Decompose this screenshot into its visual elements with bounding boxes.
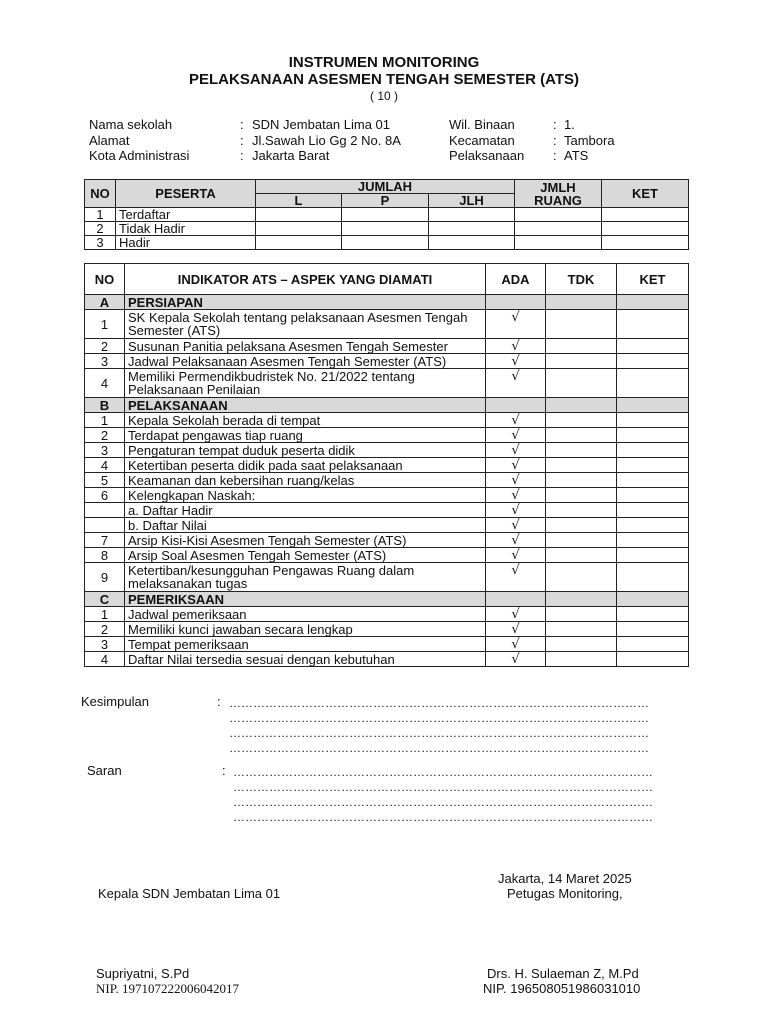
cell-tdk: [546, 607, 617, 622]
peserta-table: [84, 179, 689, 250]
table-row: [85, 458, 689, 473]
table-row: [85, 222, 689, 236]
kesimpulan-line: ……………………………………………………………………………………………: [229, 696, 649, 710]
document-title: INSTRUMEN MONITORING: [288, 54, 480, 71]
right-signer-nip: NIP. 196508051986031010: [483, 981, 641, 996]
checkmark-icon: √: [511, 622, 520, 637]
indikator-text: SK Kepala Sekolah tentang pelaksanaan Asesmen Tengah Semester (ATS): [125, 310, 486, 339]
info-label-pelaksanaan: Pelaksanaan: [449, 148, 525, 163]
checkmark-icon: √: [511, 503, 520, 518]
cell-empty: [256, 222, 342, 236]
cell-ada: [486, 592, 546, 607]
indikator-text: Kelengkapan Naskah:: [125, 488, 486, 503]
cell-ada: [486, 354, 546, 369]
table-row: [85, 354, 689, 369]
document-number: ( 10 ): [369, 89, 398, 103]
header-jumlah: JUMLAH: [256, 180, 515, 194]
checkmark-icon: √: [511, 354, 520, 369]
row-no: 7: [85, 533, 125, 548]
cell-tdk: [546, 295, 617, 310]
cell-ada: [486, 652, 546, 667]
cell-tdk: [546, 518, 617, 533]
table-row: [85, 503, 689, 518]
info-label-wil-binaan: Wil. Binaan: [449, 117, 515, 132]
row-no: 4: [85, 652, 125, 667]
table-row: [85, 443, 689, 458]
row-no: C: [85, 592, 125, 607]
checkmark-icon: √: [511, 310, 520, 325]
saran-line: ……………………………………………………………………………………………: [233, 765, 653, 779]
checkmark-icon: √: [511, 413, 520, 428]
checkmark-icon: √: [511, 563, 520, 578]
cell-ada: [486, 637, 546, 652]
indikator-text: a. Daftar Hadir: [125, 503, 486, 518]
cell-tdk: [546, 503, 617, 518]
checkmark-icon: √: [511, 488, 520, 503]
table-row: [85, 637, 689, 652]
info-value-kota: Jakarta Barat: [252, 148, 330, 163]
table-row: [85, 518, 689, 533]
header-l: L: [256, 194, 342, 208]
cell-ada: [486, 607, 546, 622]
cell-ket: [617, 652, 689, 667]
indikator-text: Jadwal Pelaksanaan Asesmen Tengah Semester (ATS): [125, 354, 486, 369]
table-row: [85, 428, 689, 443]
table-row: [85, 607, 689, 622]
left-signer-nip: NIP. 197107222006042017: [96, 981, 240, 996]
header-jlh: JLH: [429, 194, 515, 208]
checkmark-icon: √: [511, 339, 520, 354]
table-row: [85, 533, 689, 548]
cell-ket: [617, 398, 689, 413]
cell-ket: [617, 503, 689, 518]
cell-tdk: [546, 310, 617, 339]
table-row: [85, 548, 689, 563]
indikator-text: Arsip Soal Asesmen Tengah Semester (ATS): [125, 548, 486, 563]
row-no: 2: [85, 622, 125, 637]
indikator-text: Tempat pemeriksaan: [125, 637, 486, 652]
section-row: [85, 592, 689, 607]
saran-colon: :: [222, 763, 226, 778]
checkmark-icon: √: [511, 369, 520, 384]
kesimpulan-line: ……………………………………………………………………………………………: [229, 711, 649, 725]
row-no: 4: [85, 458, 125, 473]
place-date: Jakarta, 14 Maret 2025: [498, 871, 632, 886]
row-no: [85, 518, 125, 533]
cell-ket: [617, 339, 689, 354]
cell-ket: [617, 533, 689, 548]
row-no: [85, 503, 125, 518]
cell-tdk: [546, 622, 617, 637]
indikator-text: Kepala Sekolah berada di tempat: [125, 413, 486, 428]
cell-ada: [486, 413, 546, 428]
row-no: 2: [85, 222, 116, 236]
info-colon: :: [553, 148, 557, 163]
cell-ada: [486, 428, 546, 443]
cell-ada: [486, 473, 546, 488]
kesimpulan-line: ……………………………………………………………………………………………: [229, 741, 649, 755]
cell-ada: [486, 548, 546, 563]
row-no: 3: [85, 354, 125, 369]
saran-label: Saran: [87, 763, 122, 778]
row-no: 4: [85, 369, 125, 398]
header-jmlh-ruang: JMLH RUANG: [515, 180, 602, 208]
table-row: [85, 310, 689, 339]
saran-line: ……………………………………………………………………………………………: [233, 810, 653, 824]
info-colon: :: [553, 117, 557, 132]
cell-ket: [617, 563, 689, 592]
row-no: 3: [85, 443, 125, 458]
cell-ket: [617, 637, 689, 652]
indikator-text: Keamanan dan kebersihan ruang/kelas: [125, 473, 486, 488]
cell-tdk: [546, 443, 617, 458]
cell-tdk: [546, 428, 617, 443]
info-colon: :: [553, 133, 557, 148]
cell-tdk: [546, 592, 617, 607]
info-label-nama-sekolah: Nama sekolah: [89, 117, 173, 132]
indikator-text: Arsip Kisi-Kisi Asesmen Tengah Semester (ATS): [125, 533, 486, 548]
info-colon: :: [240, 117, 244, 132]
indikator-text: b. Daftar Nilai: [125, 518, 486, 533]
row-label: Hadir: [116, 236, 256, 250]
cell-empty: [602, 222, 689, 236]
row-no: 2: [85, 339, 125, 354]
checkmark-icon: √: [511, 518, 520, 533]
indikator-text: Memiliki Permendikbudristek No. 21/2022 tentang Pelaksanaan Penilaian: [125, 369, 486, 398]
checkmark-icon: √: [511, 637, 520, 652]
row-no: 5: [85, 473, 125, 488]
checkmark-icon: √: [511, 428, 520, 443]
row-no: B: [85, 398, 125, 413]
info-value-pelaksanaan: ATS: [564, 148, 589, 163]
cell-tdk: [546, 339, 617, 354]
header-no: NO: [85, 264, 125, 295]
cell-ket: [617, 310, 689, 339]
document-subtitle: PELAKSANAAN ASESMEN TENGAH SEMESTER (ATS): [188, 71, 580, 88]
cell-empty: [342, 236, 429, 250]
checkmark-icon: √: [511, 443, 520, 458]
checkmark-icon: √: [511, 473, 520, 488]
info-colon: :: [240, 133, 244, 148]
cell-tdk: [546, 398, 617, 413]
info-value-nama-sekolah: SDN Jembatan Lima 01: [252, 117, 391, 132]
kesimpulan-label: Kesimpulan: [81, 694, 149, 709]
cell-ket: [617, 295, 689, 310]
right-signer-role: Petugas Monitoring,: [507, 886, 623, 901]
row-no: 1: [85, 607, 125, 622]
info-value-wil-binaan: 1.: [564, 117, 575, 132]
cell-ada: [486, 458, 546, 473]
header-indikator: INDIKATOR ATS – ASPEK YANG DIAMATI: [125, 264, 486, 295]
cell-tdk: [546, 533, 617, 548]
left-signer-name: Supriyatni, S.Pd: [96, 966, 190, 981]
cell-ket: [617, 458, 689, 473]
indikator-text: Ketertiban peserta didik pada saat pelaksanaan: [125, 458, 486, 473]
indikator-body: [85, 295, 689, 667]
cell-tdk: [546, 354, 617, 369]
indikator-text: Daftar Nilai tersedia sesuai dengan kebutuhan: [125, 652, 486, 667]
right-signer-name: Drs. H. Sulaeman Z, M.Pd: [487, 966, 639, 981]
cell-ket: [617, 369, 689, 398]
info-value-kecamatan: Tambora: [564, 133, 615, 148]
header-peserta: PESERTA: [116, 180, 256, 208]
checkmark-icon: √: [511, 548, 520, 563]
cell-ada: [486, 339, 546, 354]
cell-empty: [256, 236, 342, 250]
cell-empty: [515, 208, 602, 222]
table-row: [85, 208, 689, 222]
info-label-alamat: Alamat: [89, 133, 130, 148]
section-title: PEMERIKSAAN: [125, 592, 486, 607]
header-ket: KET: [602, 180, 689, 208]
table-row: [85, 369, 689, 398]
row-no: 9: [85, 563, 125, 592]
cell-empty: [602, 236, 689, 250]
cell-ket: [617, 488, 689, 503]
cell-ada: [486, 488, 546, 503]
cell-tdk: [546, 488, 617, 503]
kesimpulan-colon: :: [217, 694, 221, 709]
checkmark-icon: √: [511, 458, 520, 473]
cell-tdk: [546, 563, 617, 592]
cell-ket: [617, 428, 689, 443]
row-no: 1: [85, 208, 116, 222]
checkmark-icon: √: [511, 652, 520, 667]
cell-tdk: [546, 548, 617, 563]
cell-ket: [617, 354, 689, 369]
table-row: [85, 473, 689, 488]
row-no: 3: [85, 637, 125, 652]
cell-empty: [256, 208, 342, 222]
table-row: [85, 652, 689, 667]
cell-ada: [486, 443, 546, 458]
section-row: [85, 295, 689, 310]
info-value-alamat: Jl.Sawah Lio Gg 2 No. 8A: [252, 133, 401, 148]
cell-ada: [486, 503, 546, 518]
cell-ada: [486, 310, 546, 339]
cell-ada: [486, 398, 546, 413]
indikator-text: Ketertiban/kesungguhan Pengawas Ruang dalam melaksanakan tugas: [125, 563, 486, 592]
cell-tdk: [546, 458, 617, 473]
indikator-text: Memiliki kunci jawaban secara lengkap: [125, 622, 486, 637]
cell-empty: [429, 222, 515, 236]
cell-ket: [617, 473, 689, 488]
row-no: 6: [85, 488, 125, 503]
cell-tdk: [546, 369, 617, 398]
cell-ada: [486, 563, 546, 592]
cell-tdk: [546, 413, 617, 428]
cell-empty: [342, 222, 429, 236]
cell-empty: [342, 208, 429, 222]
kesimpulan-line: ……………………………………………………………………………………………: [229, 726, 649, 740]
cell-ket: [617, 518, 689, 533]
cell-tdk: [546, 637, 617, 652]
table-row: [85, 236, 689, 250]
indikator-text: Susunan Panitia pelaksana Asesmen Tengah Semester: [125, 339, 486, 354]
left-signer-role: Kepala SDN Jembatan Lima 01: [98, 886, 281, 901]
section-row: [85, 398, 689, 413]
cell-tdk: [546, 652, 617, 667]
cell-empty: [602, 208, 689, 222]
cell-empty: [429, 208, 515, 222]
checkmark-icon: √: [511, 607, 520, 622]
indikator-table: [84, 263, 689, 667]
saran-line: ……………………………………………………………………………………………: [233, 795, 653, 809]
header-ket: KET: [617, 264, 689, 295]
cell-ket: [617, 622, 689, 637]
section-title: PELAKSANAAN: [125, 398, 486, 413]
header-no: NO: [85, 180, 116, 208]
header-p: P: [342, 194, 429, 208]
row-label: Tidak Hadir: [116, 222, 256, 236]
indikator-text: Pengaturan tempat duduk peserta didik: [125, 443, 486, 458]
info-colon: :: [240, 148, 244, 163]
cell-ket: [617, 413, 689, 428]
cell-ada: [486, 533, 546, 548]
row-no: A: [85, 295, 125, 310]
cell-ada: [486, 622, 546, 637]
row-no: 3: [85, 236, 116, 250]
cell-empty: [515, 236, 602, 250]
row-no: 1: [85, 413, 125, 428]
row-no: 2: [85, 428, 125, 443]
checkmark-icon: √: [511, 533, 520, 548]
indikator-text: Terdapat pengawas tiap ruang: [125, 428, 486, 443]
saran-line: ……………………………………………………………………………………………: [233, 780, 653, 794]
cell-ada: [486, 518, 546, 533]
row-no: 8: [85, 548, 125, 563]
table-row: [85, 563, 689, 592]
cell-ket: [617, 592, 689, 607]
cell-tdk: [546, 473, 617, 488]
row-no: 1: [85, 310, 125, 339]
table-row: [85, 488, 689, 503]
indikator-text: Jadwal pemeriksaan: [125, 607, 486, 622]
row-label: Terdaftar: [116, 208, 256, 222]
header-tdk: TDK: [546, 264, 617, 295]
cell-ket: [617, 443, 689, 458]
cell-ket: [617, 607, 689, 622]
cell-empty: [515, 222, 602, 236]
cell-ada: [486, 369, 546, 398]
table-row: [85, 622, 689, 637]
cell-ket: [617, 548, 689, 563]
info-label-kecamatan: Kecamatan: [449, 133, 515, 148]
cell-ada: [486, 295, 546, 310]
table-row: [85, 339, 689, 354]
info-label-kota: Kota Administrasi: [89, 148, 190, 163]
header-ada: ADA: [486, 264, 546, 295]
cell-empty: [429, 236, 515, 250]
table-row: [85, 413, 689, 428]
section-title: PERSIAPAN: [125, 295, 486, 310]
